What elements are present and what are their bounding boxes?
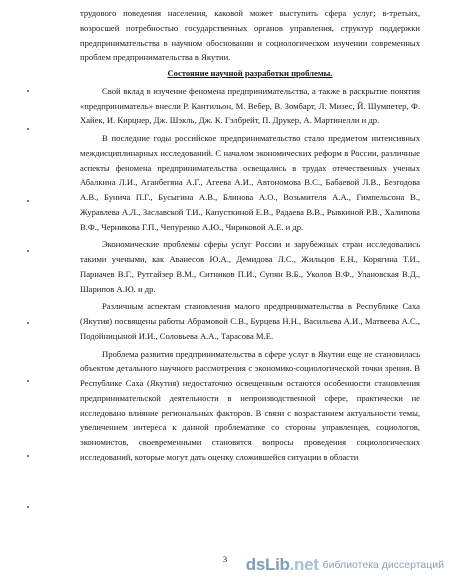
paragraph-intro-continued: трудового поведения населения, каковой может выступить сфера услуг; в-третьих, возросшей потребностью государственных органов управления, структур поддержки предпринимательства в научном обосновании и социологическом изучении современных проблем предпринимательства в Якутии. [80, 8, 420, 63]
paragraph-foreign-authors: Свой вклад в изучение феномена предпринимательства, а также в раскрытие понятия «предприниматель» внесли Р. Кантильон, М. Вебер, В. Зомбарт, Л. Мизес, Й. Шумпетер, Ф. Хайек, И. Кирцнер, Дж. Шэкль, Дж. К. Гэлбрейт, П. Друкер, А. Мартинелли и др. [80, 85, 420, 126]
body-text [80, 6, 420, 465]
section-heading: Состояние научной разработки проблемы. [167, 68, 333, 78]
paragraph-service-sector: Экономические проблемы сферы услуг России и зарубежных стран исследовались такими учеными, как Аванесов Ю.А., Демидова Л.С., Жильцов Е.Н., Корягина Т.И., Парначев В.Г., Рутгайзер В.М., Ситников П.И., Супян В.Б., Уколов В.Ф., Улановская В.Д., Шарипов А.Ю. и др. [80, 239, 420, 294]
paragraph-russian-authors: В последние годы российское предпринимательство стало предметом интенсивных междисциплинарных исследований. С началом экономических реформ в России, различные аспекты феномена предпринимательства освещались в трудах отечественных ученых Абалкина Л.И., Аганбегяна А.Г., Агеева А.И., Автономова В.С., Бабаевой Л.В., Безгодова А.В., Буничa П.Г., Бусыгина А.В., Блинова А.О., Возьмителя А.А., Гимпельсона В., Журавлева А.Л., Заславской Т.И., Капусткиной Е.В., Радаева В.В., Рывкиной Р.В., Халипова В.Ф., Черникова Г.П., Чепуренко А.Ю., Чириковой А.Е. и др. [80, 133, 420, 232]
margin-scan-marks [27, 60, 33, 560]
paragraph-problem-statement: Проблема развития предпринимательства в сфере услуг в Якутии еще не становилась объектом детального научного рассмотрения с экономико-социологической точки зрения. В Республике Саха (Якутия) недостаточно освещенным остаются особенности становления предпринимательской деятельности в непроизводственной сфере, практически не исследовано влияние региональных факторов. В связи с возрастанием актуальности темы, увеличением интереса к данной проблематике со стороны управленцев, социологов, экономистов, своевременными становятся вопросы проведения социологических исследований, которые могут дать оценку сложившейся ситуации в области [80, 348, 420, 462]
dslib-logo: dsLib.net [245, 555, 319, 574]
dslib-watermark [246, 552, 444, 578]
watermark-caption: библиотека диссертаций [322, 559, 444, 571]
paragraph-yakutia-studies: Различным аспектам становления малого предпринимательства в Республике Саха (Якутия) посвящены работы Абрамовой С.В., Бурцева Н.Н., Васильева А.И., Матвеева А.С., Подойницыной И.И., Соловьева А.А., Тарасова М.Е. [80, 301, 420, 341]
page-number: 3 [222, 554, 228, 564]
